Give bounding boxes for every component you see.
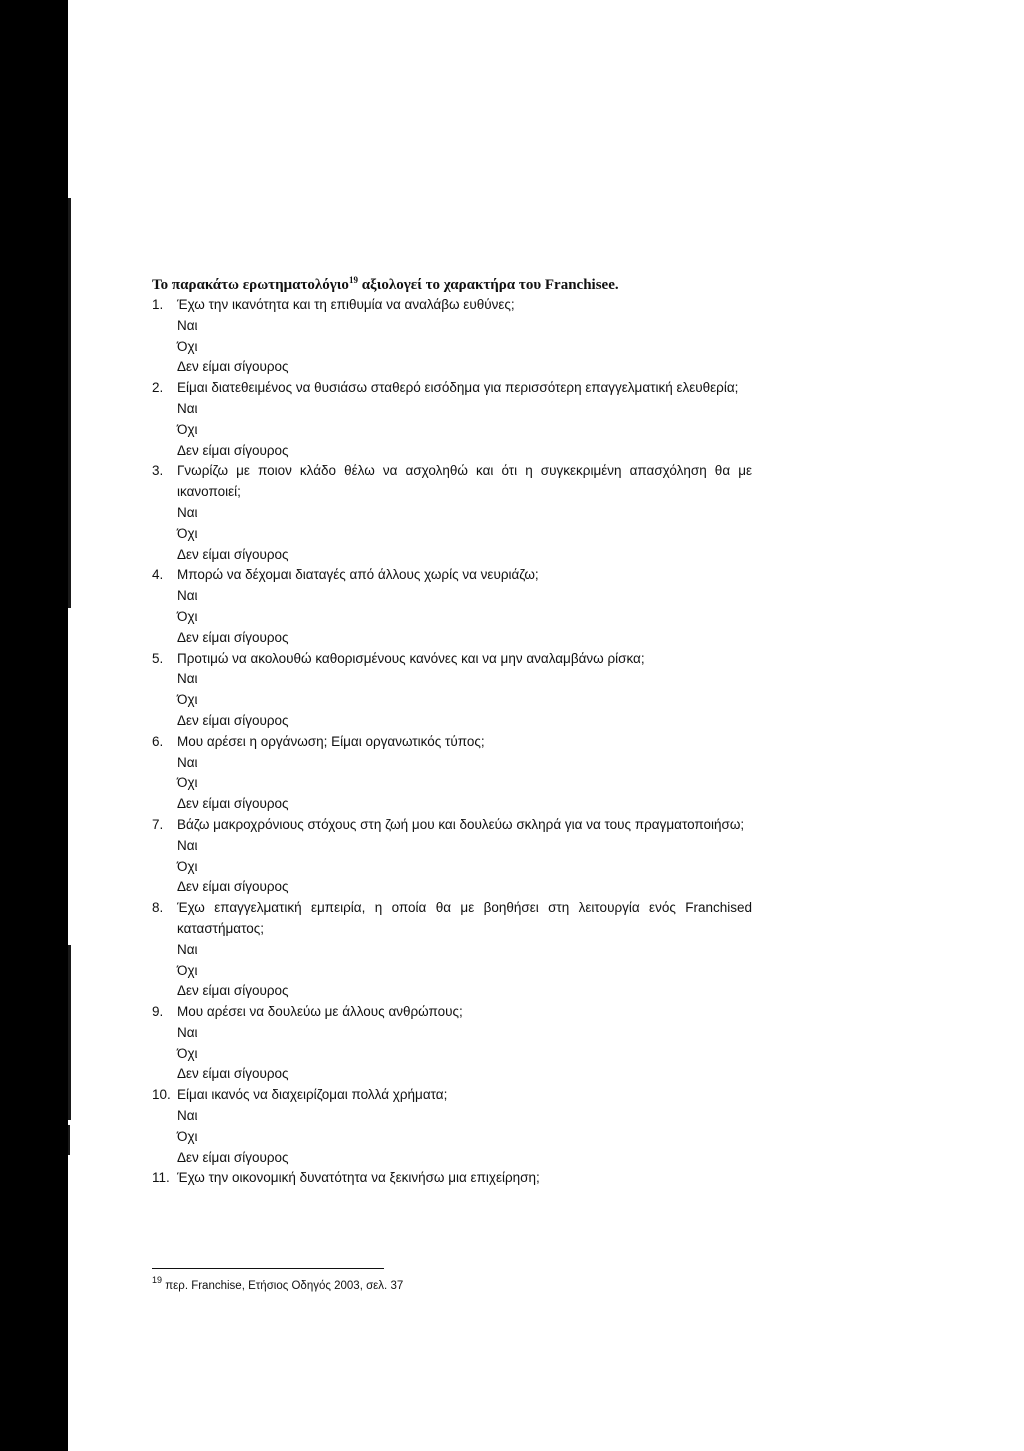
question-list [152, 295, 752, 1189]
answer-option-no: Όχι [177, 962, 198, 978]
question-item [152, 732, 752, 815]
question [152, 565, 752, 586]
scan-edge-line [68, 1125, 70, 1155]
intro-text: Το παρακάτω ερωτηματολόγιο [152, 277, 349, 293]
question-text: Έχω επαγγελματική εμπειρία, η οποία θα με βοηθήσει στη λειτουργία ενός Franchised καταστήματος; [177, 900, 752, 936]
answer-option-not-sure: Δεν είμαι σίγουρος [177, 359, 289, 375]
question-item [152, 898, 752, 1002]
scan-edge-line [68, 945, 71, 1120]
question-number: 10. [152, 1087, 171, 1103]
question-number: 11. [152, 1170, 170, 1186]
question-text: Έχω την οικονομική δυνατότητα να ξεκινήσω μια επιχείρηση; [177, 1170, 540, 1186]
question-text: Γνωρίζω με ποιον κλάδο θέλω να ασχοληθώ και ότι η συγκεκριμένη απασχόληση θα με ικανοποιεί; [177, 463, 752, 500]
answer-option-not-sure: Δεν είμαι σίγουρος [177, 629, 289, 645]
answer-option-no: Όχι [177, 1045, 198, 1061]
questionnaire [152, 275, 752, 1189]
footnote-reference: 19 [348, 275, 358, 285]
answer-option-yes: Ναι [177, 504, 198, 520]
question-number: 7. [152, 816, 164, 832]
answer-option-not-sure: Δεν είμαι σίγουρος [177, 1066, 289, 1082]
question-text: Βάζω μακροχρόνιους στόχους στη ζωή μου και δουλεύω σκληρά για να τους πραγματοποιήσω; [177, 816, 745, 832]
answer-option-no: Όχι [177, 608, 198, 624]
answer-option-yes: Ναι [177, 837, 198, 853]
questionnaire-intro [152, 275, 752, 295]
question-item [152, 1168, 752, 1189]
question-text: Μου αρέσει η οργάνωση; Είμαι οργανωτικός τύπος; [177, 733, 485, 749]
footnote-number: 19 [152, 1275, 163, 1285]
question-number: 3. [152, 463, 164, 479]
answer-option-yes: Ναι [177, 1024, 198, 1040]
question-text: Μπορώ να δέχομαι διαταγές από άλλους χωρίς να νευριάζω; [177, 567, 539, 583]
answer-option-yes: Ναι [177, 754, 198, 770]
answer-option-yes: Ναι [177, 400, 198, 416]
question-text: Προτιμώ να ακολουθώ καθορισμένους κανόνες και να μην αναλαμβάνω ρίσκα; [177, 650, 645, 666]
answer-option-yes: Ναι [177, 588, 198, 604]
answer-option-not-sure: Δεν είμαι σίγουρος [177, 983, 289, 999]
question-number: 6. [152, 733, 164, 749]
question-text: Έχω την ικανότητα και τη επιθυμία να αναλάβω ευθύνες; [177, 297, 515, 312]
question-item [152, 1085, 752, 1168]
answer-option-not-sure: Δεν είμαι σίγουρος [177, 712, 289, 728]
answer-option-no: Όχι [177, 1128, 198, 1144]
answer-option-no: Όχι [177, 338, 198, 354]
answer-option-no: Όχι [177, 421, 198, 437]
question-item [152, 565, 752, 648]
answer-option-not-sure: Δεν είμαι σίγουρος [177, 546, 289, 562]
answer-option-no: Όχι [177, 775, 198, 791]
answer-option-no: Όχι [177, 692, 198, 708]
question [152, 1168, 752, 1189]
question-item [152, 461, 752, 565]
question-item [152, 295, 752, 378]
answer-option-yes: Ναι [177, 317, 198, 333]
question-number: 8. [152, 900, 164, 916]
answer-option-yes: Ναι [177, 671, 198, 687]
question [152, 1085, 752, 1106]
question-text: Είμαι διατεθειμένος να θυσιάσω σταθερό εισόδημα για περισσότερη επαγγελματική ελευθερία; [177, 380, 739, 396]
question-number: 1. [152, 297, 164, 312]
question-number: 9. [152, 1004, 164, 1020]
answer-option-not-sure: Δεν είμαι σίγουρος [177, 796, 289, 812]
question-text: Μου αρέσει να δουλεύω με άλλους ανθρώπους; [177, 1004, 463, 1020]
footnote-text: περ. Franchise, Ετήσιος Οδηγός 2003, σελ. 37 [162, 1280, 404, 1292]
question [152, 378, 752, 399]
question-text: Είμαι ικανός να διαχειρίζομαι πολλά χρήματα; [177, 1087, 448, 1103]
question [152, 295, 752, 316]
question-item [152, 815, 752, 898]
footnote-divider [152, 1268, 384, 1269]
answer-option-not-sure: Δεν είμαι σίγουρος [177, 442, 289, 458]
answer-option-no: Όχι [177, 858, 198, 874]
question-number: 2. [152, 380, 164, 396]
question [152, 732, 752, 753]
question [152, 461, 752, 503]
footnote [152, 1275, 404, 1294]
question-item [152, 378, 752, 461]
answer-option-yes: Ναι [177, 941, 198, 957]
answer-option-not-sure: Δεν είμαι σίγουρος [177, 1149, 289, 1165]
answer-option-yes: Ναι [177, 1108, 198, 1124]
question-item [152, 1002, 752, 1085]
question [152, 898, 752, 940]
question-number: 4. [152, 567, 164, 583]
question [152, 815, 752, 836]
answer-option-not-sure: Δεν είμαι σίγουρος [177, 879, 289, 895]
question [152, 649, 752, 670]
intro-text-end: αξιολογεί το χαρακτήρα του Franchisee. [357, 277, 619, 293]
scan-edge-line [68, 198, 71, 608]
question [152, 1002, 752, 1023]
answer-option-no: Όχι [177, 525, 198, 541]
question-number: 5. [152, 650, 164, 666]
question-item [152, 649, 752, 732]
